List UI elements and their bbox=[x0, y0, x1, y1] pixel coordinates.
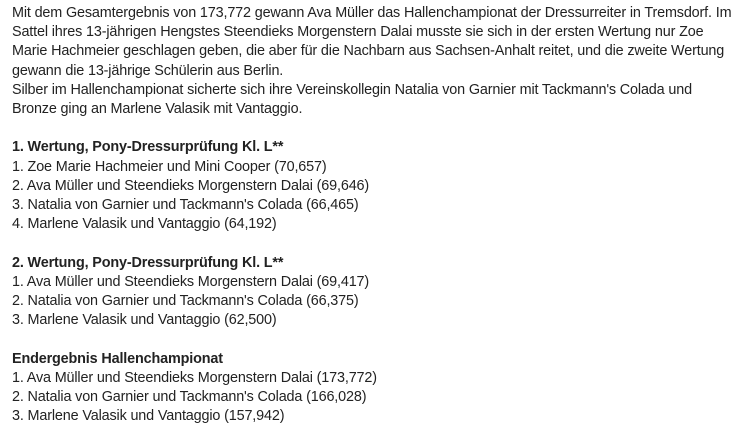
intro-line: Bronze ging an Marlene Valasik mit Vantaggio. bbox=[12, 101, 303, 118]
result-line: 3. Natalia von Garnier und Tackmann's Colada (66,465) bbox=[12, 197, 359, 214]
intro-line: gewann die 13-jährige Schülerin aus Berlin. bbox=[12, 62, 284, 79]
result-line: 2. Natalia von Garnier und Tackmann's Colada (166,028) bbox=[12, 389, 367, 406]
result-line: 2. Natalia von Garnier und Tackmann's Colada (66,375) bbox=[12, 293, 359, 310]
result-line: 3. Marlene Valasik und Vantaggio (157,942) bbox=[12, 408, 285, 425]
blank-line bbox=[12, 330, 739, 349]
blank-line bbox=[12, 234, 739, 253]
result-line: 2. Ava Müller und Steendieks Morgenstern Dalai (69,646) bbox=[12, 177, 370, 194]
blank-line bbox=[12, 119, 739, 138]
result-line: 4. Marlene Valasik und Vantaggio (64,192) bbox=[12, 216, 277, 233]
intro-line: Mit dem Gesamtergebnis von 173,772 gewann Ava Müller das Hallenchampionat der Dressurreiter in Tremsdorf. Im bbox=[12, 5, 732, 21]
result-line: 1. Ava Müller und Steendieks Morgenstern Dalai (173,772) bbox=[12, 369, 377, 386]
result-line: 1. Zoe Marie Hachmeier und Mini Cooper (70,657) bbox=[12, 158, 327, 175]
result-line: 1. Ava Müller und Steendieks Morgenstern Dalai (69,417) bbox=[12, 273, 370, 290]
section-heading: 1. Wertung, Pony-Dressurprüfung Kl. L** bbox=[12, 139, 284, 156]
intro-paragraph bbox=[12, 4, 739, 119]
intro-line: Sattel ihres 13-jährigen Hengstes Steendieks Morgenstern Dalai musste sie sich in der ersten Wertung nur Zoe bbox=[12, 24, 704, 41]
results-section-second-round bbox=[12, 254, 739, 331]
result-line: 3. Marlene Valasik und Vantaggio (62,500) bbox=[12, 312, 277, 329]
section-heading: 2. Wertung, Pony-Dressurprüfung Kl. L** bbox=[12, 254, 284, 271]
section-heading: Endergebnis Hallenchampionat bbox=[12, 350, 223, 367]
results-section-final bbox=[12, 350, 739, 427]
intro-line: Marie Hachmeier geschlagen geben, die aber für die Nachbarn aus Sachsen-Anhalt reitet, und die zweite Wertung bbox=[12, 43, 725, 60]
results-section-first-round bbox=[12, 138, 739, 234]
intro-line: Silber im Hallenchampionat sicherte sich ihre Vereinskollegin Natalia von Garnier mit Tackmann's Colada und bbox=[12, 81, 692, 98]
